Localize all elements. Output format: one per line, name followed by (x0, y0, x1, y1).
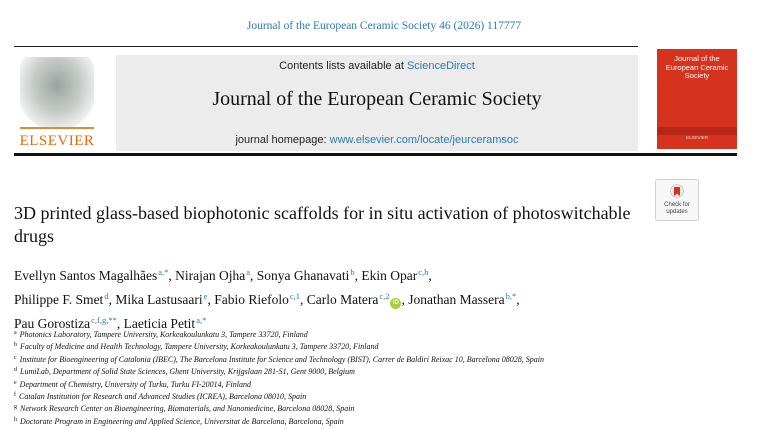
check-for-updates-button[interactable] (655, 179, 699, 221)
cover-band (657, 127, 737, 135)
contents-prefix: Contents lists available at (279, 60, 407, 72)
affiliation-mark: e (14, 379, 17, 386)
affiliation-mark: h (14, 416, 17, 423)
author-affiliation-mark[interactable]: c,1 (289, 291, 300, 301)
bookmark-icon (669, 184, 685, 202)
affiliation-mark: f (14, 392, 16, 399)
author-affiliation-mark[interactable]: a,* (196, 315, 207, 325)
affiliation-text: Institute for Bioengineering of Catalonia (IBEC), The Barcelona Institute for Science and Technology (BIST), Carrer de Baldiri Reixac 10, Barcelona 08028, Spain (19, 354, 544, 364)
affiliation-item (14, 340, 734, 352)
journal-cover[interactable] (657, 49, 737, 149)
author-affiliation-mark[interactable]: d (104, 291, 109, 301)
author-affiliation-mark[interactable]: c,h (418, 267, 429, 277)
author-name[interactable]: Ekin Opar (361, 268, 418, 283)
author-name[interactable]: Carlo Matera (306, 292, 379, 307)
affiliation-text: LumiLab, Department of Solid State Sciences, Ghent University, Krijgslaan 281-S1, Gent 9000, Belgium (20, 367, 355, 377)
affiliation-text: Faculty of Medicine and Health Technology, Tampere University, Korkeakoulunkatu 3, Tampere 33720, Finland (20, 342, 379, 352)
author-name[interactable]: Evellyn Santos Magalhães (14, 268, 158, 283)
author-name[interactable]: Fabio Riefolo (214, 292, 289, 307)
homepage-link[interactable]: www.elsevier.com/locate/jeurceramsoc (329, 134, 519, 146)
author-name[interactable]: Mika Lastusaari (115, 292, 203, 307)
author-name[interactable]: Laeticia Petit (123, 316, 196, 331)
author-name[interactable]: Pau Gorostiza (14, 316, 91, 331)
affiliation-text: Catalan Institution for Research and Advanced Studies (ICREA), Barcelona 08010, Spain (19, 392, 307, 402)
elsevier-logo[interactable] (14, 55, 100, 151)
affiliation-item (14, 365, 734, 377)
author-name[interactable]: Jonathan Massera (408, 292, 505, 307)
affiliation-mark: a (14, 330, 17, 336)
author-affiliation-mark[interactable]: b (350, 267, 355, 277)
affiliation-mark: c (14, 354, 17, 361)
citation-line[interactable]: Journal of the European Ceramic Society 46 (2026) 117777 (246, 20, 522, 32)
affiliation-mark: d (14, 367, 17, 374)
journal-banner (116, 55, 638, 151)
affiliation-text: Department of Chemistry, University of Turku, Turku FI-20014, Finland (19, 379, 251, 389)
homepage-prefix: journal homepage: (235, 134, 330, 146)
cover-title: Journal of the European Ceramic Society (665, 54, 729, 81)
affiliation-mark: g (14, 404, 17, 411)
author-name[interactable]: Philippe F. Smet (14, 292, 104, 307)
author-list: Evellyn Santos Magalhães$^{a,*}$, Nirajan Ojha$^a$, Sonya Ghanavati$^b$, Ekin Opar$^{c,h}$, Philippe F. Smet$^d$, Mika Lastusaari$^e$, Fabio Riefolo$^{c,1}$, Carlo Matera$^{c,2}$iD , Jonathan Massera$^{b,*}$, Pau Gorostiza$^{c,f,g,**}$, Laeticia Petit$^{a,*}$ (14, 267, 520, 331)
sciencedirect-link[interactable]: ScienceDirect (406, 60, 475, 72)
affiliation-item (14, 415, 734, 427)
elsevier-tree-icon (20, 57, 94, 129)
author-affiliation-mark[interactable]: b,* (505, 291, 517, 301)
contents-line (116, 60, 638, 72)
author-affiliation-mark[interactable]: a,* (158, 267, 169, 277)
affiliation-item (14, 328, 734, 340)
author-name[interactable]: Nirajan Ojha (175, 268, 246, 283)
cover-publisher: ELSEVIER (685, 135, 708, 140)
article-title: 3D printed glass-based biophotonic scaffolds for in situ activation of photoswitchable drugs (14, 203, 631, 246)
affiliation-mark: b (14, 342, 17, 349)
check-updates-label: Check for updates (664, 202, 690, 215)
author-affiliation-mark[interactable]: c,2 (379, 291, 390, 301)
author-affiliation-mark[interactable]: a (246, 267, 251, 277)
affiliation-item (14, 378, 734, 390)
affiliation-text: Network Research Center on Bioengineering, Biomaterials, and Nanomedicine, Barcelona 08028, Spain (20, 404, 355, 414)
elsevier-wordmark: ELSEVIER (19, 133, 95, 149)
header-rule-thin (14, 46, 638, 47)
homepage-line (116, 134, 638, 146)
author-affiliation-mark[interactable]: c,f,g,** (91, 315, 117, 325)
journal-title: Journal of the European Ceramic Society (212, 88, 542, 110)
orcid-icon[interactable]: iD (390, 298, 401, 309)
affiliation-text: Doctorate Program in Engineering and Applied Science, Universitat de Barcelona, Barcelona, Spain (20, 416, 344, 426)
author-affiliation-mark[interactable]: e (203, 291, 208, 301)
affiliation-item (14, 353, 734, 365)
author-name[interactable]: Sonya Ghanavati (256, 268, 350, 283)
affiliation-text: Photonics Laboratory, Tampere University, Korkeakoulunkatu 3, Tampere 33720, Finland (19, 330, 308, 339)
affiliation-item (14, 390, 734, 402)
header-rule-thick (14, 153, 737, 156)
affiliation-item (14, 402, 734, 414)
affiliation-list (14, 328, 734, 427)
